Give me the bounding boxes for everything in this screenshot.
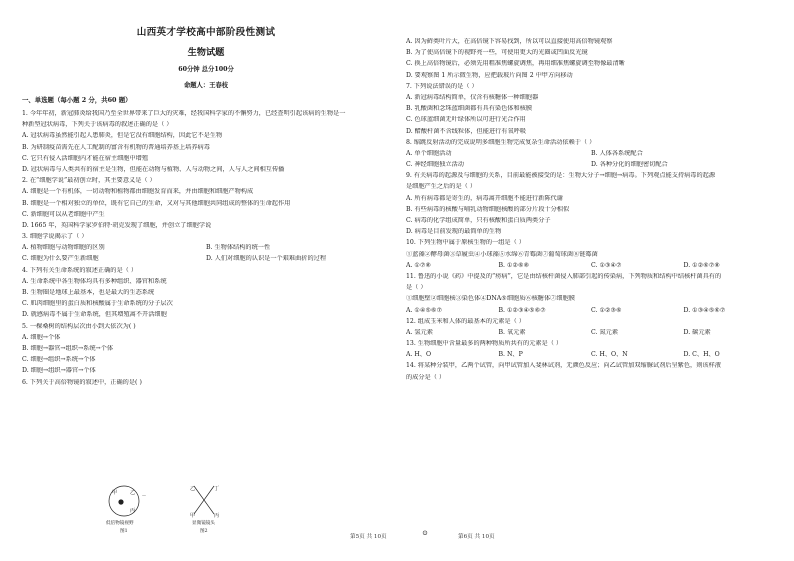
option-item: A. 细胞是一个有机体，一切动物和植物都由细胞发育而来，并由细胞和细胞产物构成 (22, 188, 254, 196)
fig2-caption: 显微镜镜头 (192, 521, 215, 526)
question-block (406, 340, 776, 362)
option-item: D. 人们对细胞的认识是一个艰难曲折的过程 (206, 255, 327, 263)
option-item: C. 氮元素 (591, 328, 619, 336)
option-item: C. 肌肉细胞里的蛋白质和核酸属于生命系统的分子层次 (22, 300, 173, 308)
question-text: 7. 下列说法错误的是（ ） (406, 82, 478, 90)
question-block (406, 273, 776, 318)
option-item: A. 植物细胞与动物细胞的区别 (22, 244, 105, 252)
option-item: A. 所有病毒都是寄生的，病毒离开细胞不能进行新陈代谢 (406, 194, 563, 202)
option-item: C. ①③④⑦ (591, 261, 622, 269)
microscope-figure (104, 484, 304, 534)
question-text: 是（ ） (406, 284, 427, 292)
fig1-label: 图1 (120, 529, 128, 534)
option-row (406, 150, 776, 161)
question-block (22, 233, 390, 267)
question-block (406, 139, 776, 173)
question-text: ①细胞壁②细胞核③染色体④DNA⑤细胞质⑥核糖体⑦细胞膜 (406, 295, 575, 303)
option-item: A. H、O (406, 351, 432, 359)
page-title: 山西英才学校高中部阶段性测试 (136, 27, 276, 38)
option-item: A. 因为藓类叶片大，在高倍镜下容易找到，所以可以直接使用高倍物镜观察 (406, 38, 613, 45)
question-text: 6. 下列关于高倍物镜的叙述中，正确的是( ) (22, 378, 142, 386)
option-item: D. 碳元素 (683, 328, 711, 336)
option-item: D. 醋酸杆菌不含线粒体，但能进行有氧呼吸 (406, 127, 527, 135)
section-heading: 一、单选题（每小题 2 分，共60 题） (22, 96, 132, 104)
side-note-1: — (142, 492, 146, 497)
fig1-mark-1: 甲 (112, 490, 118, 496)
option-row (406, 329, 776, 340)
option-item: B. 生物体结构的统一性 (206, 244, 271, 252)
lens-mark-b: 丁 (214, 486, 220, 492)
question-text: 8. 缩跳反射活动的完成说明多细胞生物完成复杂生命活动依赖于（ ） (406, 138, 596, 146)
question-text: 4. 下列有关生命系统的叙述正确的是（ ） (22, 266, 138, 274)
option-item: A. 生命系统中各生物体均具有多种组织、器官和系统 (22, 277, 167, 285)
option-item: A. 冠状病毒虽然能引起人患肺炎，但是它没有细胞结构，因此它不是生物 (22, 132, 223, 140)
question-text: 是细胞产生之后的是（ ） (406, 183, 477, 191)
lens-mark-a: 乙 (190, 486, 196, 492)
question-block (406, 172, 776, 239)
microscope-figure-svg (104, 484, 304, 534)
option-item: D. 冠状病毒与人类共有的宿主是生物，但能在动物与植物、人与动物之间，人与人之间相互传播 (22, 165, 285, 173)
option-item: A. 单个细胞活动 (406, 149, 452, 157)
option-row (22, 255, 390, 266)
subject-title: 生物试题 (187, 47, 225, 58)
option-item: D. 1665 年，英国科学家罗伯特·胡克发现了细胞，并创立了细胞学说 (22, 221, 212, 229)
center-mark-icon: ⊙ (422, 529, 428, 537)
option-item: D. ①③④⑤⑥⑦ (683, 306, 726, 314)
question-text: 11. 鲁迅的小说《药》中提及的“痨病”，它是由结核杆菌侵入肺部引起的传染病，下列物质和结构中结核杆菌具有的 (406, 272, 722, 280)
option-item: B. ①②⑥⑧ (498, 261, 530, 269)
option-item: A. ①⑦⑧ (406, 261, 432, 269)
option-item: C. 新细胞可以从老细胞中产生 (22, 210, 105, 218)
exam-meta: 60分钟 总分100分 (178, 66, 234, 73)
option-item: C. 换上高倍物镜后，必须先用粗准焦螺旋调焦，再用细准焦螺旋调至物像最清晰 (406, 60, 625, 68)
option-item: C. 细胞→组织→系统→个体 (22, 356, 96, 364)
option-item: B. 细胞→器官→组织→系统→个体 (22, 344, 114, 352)
lens-mark-c: 甲 (190, 513, 196, 519)
question-text: 5. 一棵桑树的结构层次由小到大依次为( ) (22, 322, 136, 330)
option-item: B. 为研制疫苗需先在人工配制的富含有机物的普通培养基上培养病毒 (22, 143, 210, 151)
fig1-caption: 低倍物镜视野 (106, 521, 134, 526)
question-text: 10. 下列生物中属于原核生物的一组是（ ） (406, 239, 525, 247)
question-block (22, 323, 390, 379)
question-block (22, 267, 390, 323)
fig2-label: 图2 (200, 529, 208, 534)
question-text: 2. 在“细胞学说”最初创立时，其主要意义是（ ） (22, 177, 156, 185)
option-item: B. ①②③④⑤⑥⑦ (498, 306, 546, 314)
question-text: 9. 有关病毒的起源及与细胞的关系，目前最能被接受的是：生物大分子→细胞→病毒。下列观点能支持病毒的起源 (406, 172, 716, 180)
option-row (406, 351, 776, 362)
page-number-left: 第5页 共 10页 (350, 534, 387, 540)
option-item: B. 乳酸菌和念珠蓝细菌都有具有染色体和核膜 (406, 105, 533, 113)
option-item: B. 细胞是一个相对独立的单位，既有它自己的生命，又对与其他细胞共同组成的整体的生命起作用 (22, 199, 291, 207)
question-block (406, 239, 776, 273)
question-block (406, 362, 776, 384)
option-item: C. 色球蓝细菌无叶绿体所以可进行光合作用 (406, 116, 526, 124)
option-item: C. 细胞为什么要产生新细胞 (22, 255, 99, 263)
option-item: D. 细胞→组织→器官→个体 (22, 367, 96, 375)
option-item: A. 氢元素 (406, 328, 433, 336)
question-block (406, 38, 776, 83)
question-text: 的成分是（ ） (406, 373, 446, 381)
option-item: D. ①②⑥⑦⑧ (683, 261, 720, 269)
question-block (406, 318, 776, 340)
fig1-mark-2: 乙 (130, 490, 136, 496)
option-item: B. 生物圈是地球上最基本，也是最大的生态系统 (22, 289, 155, 296)
option-row (406, 307, 776, 318)
question-block (406, 83, 776, 139)
question-text: 13. 生物细胞中含量最多的两种物质所共有的元素是（ ） (406, 340, 563, 348)
question-block (22, 177, 390, 233)
option-item: B. 人体各系统配合 (591, 149, 643, 157)
microorganism-dot (118, 499, 123, 504)
option-item: A. ①④⑤⑥⑦ (406, 306, 443, 314)
page-number-right: 第6页 共 10页 (458, 534, 495, 540)
option-item: B. 有些病毒的核酸与哺乳动物细胞核酸的部分片段十分相似 (406, 205, 570, 213)
question-text: ①蓝藻②酵母菌③草履虫④小球藻⑤水绵⑥青霉菌⑦葡萄球菌⑧链霉菌 (406, 250, 598, 258)
option-item: D. 要观察图 1 所示微生物，应把载玻片向图 2 中甲方向移动 (406, 71, 573, 79)
option-row (406, 262, 776, 273)
option-row (22, 244, 390, 255)
option-item: A. 细胞→个体 (22, 333, 61, 341)
question-text: 种新型冠状病毒，下列关于该病毒的叙述正确的是（ ） (22, 121, 173, 129)
option-item: D. 就感病毒不属于生命系统，但其增殖离不开活细胞 (22, 311, 167, 319)
option-item: C. 病毒的化学组成简单，只有核酸和蛋白质两类分子 (406, 217, 551, 224)
option-item: A. 新冠病毒结构简单，仅含有核糖体一种细胞器 (406, 93, 539, 101)
option-item: C. H、O、N (591, 351, 628, 359)
left-questions (22, 110, 390, 390)
option-item: D. 各种分化的细胞密切配合 (591, 161, 668, 169)
lens-mark-d: 丙 (214, 513, 220, 519)
question-text: 3. 细胞学说揭示了（ ） (22, 233, 88, 241)
option-item: C. ①②③⑥ (591, 306, 622, 314)
option-item: D. C、H、O (683, 351, 720, 359)
fig1-mark-3: 丙 (130, 508, 136, 514)
option-item: C. 神经细胞独立活动 (406, 161, 464, 169)
question-block (22, 379, 390, 390)
option-item: B. N、P (498, 351, 523, 359)
exam-author: 命题人：王春枝 (183, 82, 229, 89)
question-text: 12. 组成玉米和人体的最基本的元素是（ ） (406, 317, 525, 325)
question-text: 1. 今年年初，新冠肺炎给我国乃至全世界带来了巨大的灾难，经我国科学家的不懈努力，已经查明引起该病的生物是一 (22, 110, 346, 117)
option-item: B. 氧元素 (498, 328, 526, 336)
question-block (22, 110, 390, 177)
option-row (406, 161, 776, 172)
option-item: C. 它只有侵入活细胞内才能在宿主细胞中增殖 (22, 154, 149, 162)
option-item: D. 病毒是目前发现的最简单的生物 (406, 228, 502, 236)
right-questions (406, 38, 776, 385)
option-item: B. 为了使高倍镜下的视野亮一些，可使用更大的光圈或凹面反光镜 (406, 49, 588, 57)
question-text: 14. 将某种分装甲，乙两个试管，向甲试管加入斐林试剂，无颜色反应；向乙试管加双缩脲试剂后呈紫色，则该样液 (406, 362, 721, 370)
